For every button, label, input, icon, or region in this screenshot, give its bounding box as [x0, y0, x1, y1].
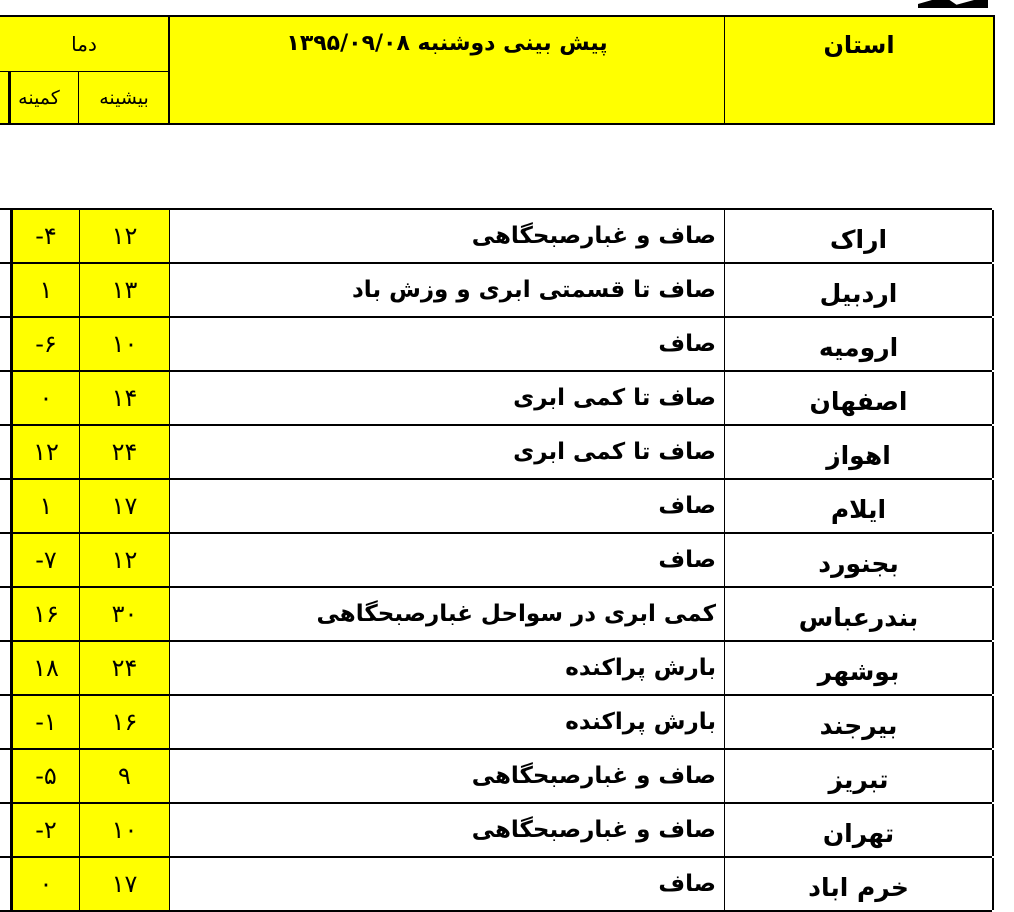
min-temperature-cell: ۱۲: [10, 426, 79, 478]
forecast-cell: کمی ابری در سواحل غبارصبحگاهی: [169, 588, 724, 640]
max-temperature-cell: ۱۳: [79, 264, 169, 316]
table-row: [0, 588, 992, 642]
min-temperature-cell: -۶: [10, 318, 79, 370]
forecast-cell: صاف و غبارصبحگاهی: [169, 750, 724, 802]
max-temperature-cell: ۳۰: [79, 588, 169, 640]
min-temperature-cell: ۱۶: [10, 588, 79, 640]
max-temperature-cell: ۱۴: [79, 372, 169, 424]
table-row: [0, 750, 992, 804]
table-row: [0, 642, 992, 696]
forecast-cell: بارش پراکنده: [169, 642, 724, 694]
clipped-heading-fragment: [918, 0, 988, 8]
header-temperature-group: [0, 17, 169, 123]
province-cell: بندرعباس: [724, 588, 992, 640]
max-temperature-cell: ۹: [79, 750, 169, 802]
header-temperature: دما: [0, 17, 168, 72]
province-cell: خرم اباد: [724, 858, 992, 910]
max-temperature-cell: ۱۷: [79, 858, 169, 910]
forecast-cell: صاف: [169, 480, 724, 532]
min-temperature-cell: -۷: [10, 534, 79, 586]
table-row: [0, 372, 992, 426]
forecast-cell: بارش پراکنده: [169, 696, 724, 748]
table-row: [0, 696, 992, 750]
min-temperature-cell: ۱۸: [10, 642, 79, 694]
min-temperature-cell: ۰: [10, 858, 79, 910]
province-cell: اصفهان: [724, 372, 992, 424]
forecast-table: [0, 208, 992, 912]
province-cell: اراک: [724, 210, 992, 262]
table-row: [0, 480, 992, 534]
max-temperature-cell: ۱۷: [79, 480, 169, 532]
province-cell: اردبیل: [724, 264, 992, 316]
forecast-cell: صاف: [169, 858, 724, 910]
header-forecast: پیش بینی دوشنبه ۱۳۹۵/۰۹/۰۸: [169, 17, 724, 123]
province-cell: بوشهر: [724, 642, 992, 694]
forecast-cell: صاف تا کمی ابری: [169, 426, 724, 478]
min-temperature-cell: ۱: [10, 264, 79, 316]
max-temperature-cell: ۱۰: [79, 318, 169, 370]
max-temperature-cell: ۱۶: [79, 696, 169, 748]
min-temperature-cell: ۰: [10, 372, 79, 424]
table-header: [0, 15, 995, 125]
province-cell: بجنورد: [724, 534, 992, 586]
min-temperature-cell: ۱: [10, 480, 79, 532]
forecast-cell: صاف و غبارصبحگاهی: [169, 804, 724, 856]
min-temperature-cell: -۵: [10, 750, 79, 802]
table-row: [0, 426, 992, 480]
forecast-cell: صاف: [169, 534, 724, 586]
max-temperature-cell: ۱۰: [79, 804, 169, 856]
province-cell: ایلام: [724, 480, 992, 532]
province-cell: بیرجند: [724, 696, 992, 748]
table-row: [0, 534, 992, 588]
max-temperature-cell: ۲۴: [79, 426, 169, 478]
forecast-cell: صاف: [169, 318, 724, 370]
forecast-cell: صاف تا قسمتی ابری و وزش باد: [169, 264, 724, 316]
header-min-temperature: [0, 72, 79, 123]
max-temperature-cell: ۱۲: [79, 210, 169, 262]
province-cell: اهواز: [724, 426, 992, 478]
min-temperature-cell: -۴: [10, 210, 79, 262]
column-divider: [8, 72, 11, 123]
header-min-label: کمینه: [18, 86, 60, 109]
header-province: استان: [724, 17, 993, 123]
header-max-temperature: بیشینه: [99, 86, 149, 109]
province-cell: ارومیه: [724, 318, 992, 370]
min-temperature-cell: -۲: [10, 804, 79, 856]
max-temperature-cell: ۲۴: [79, 642, 169, 694]
table-row: [0, 804, 992, 858]
table-row: [0, 318, 992, 372]
province-cell: تبریز: [724, 750, 992, 802]
forecast-cell: صاف و غبارصبحگاهی: [169, 210, 724, 262]
table-row: [0, 264, 992, 318]
forecast-cell: صاف تا کمی ابری: [169, 372, 724, 424]
province-cell: تهران: [724, 804, 992, 856]
table-row: [0, 210, 992, 264]
table-row: [0, 858, 992, 912]
min-temperature-cell: -۱: [10, 696, 79, 748]
max-temperature-cell: ۱۲: [79, 534, 169, 586]
